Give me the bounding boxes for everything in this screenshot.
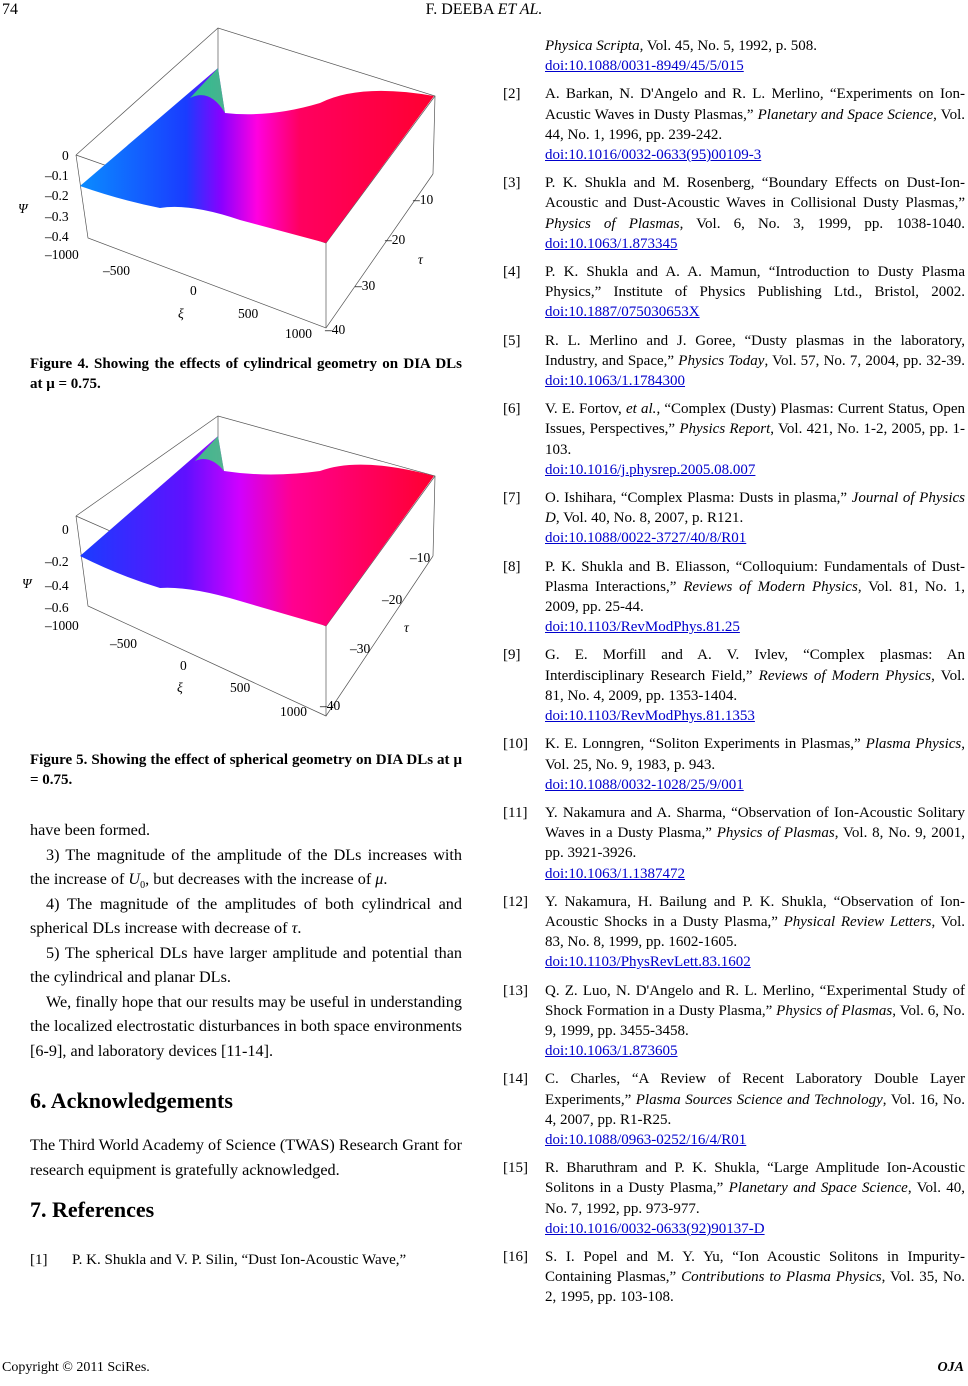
reference-text: Physics Today — [678, 352, 765, 369]
reference-text: S. I. Popel and M. Y. Yu, “Ion Acoustic Solitons in Impurity-Containing Plasmas,” — [545, 1248, 965, 1286]
reference-text: Planetary and Space Science — [728, 1180, 908, 1197]
text: 4) The magnitude of the amplitudes of both cylindrical and spherical DLs increase with decrease of — [30, 894, 462, 937]
text: . — [383, 870, 388, 888]
reference-text: Physics Report — [679, 421, 771, 438]
reference-text: Q. Z. Luo, N. D'Angelo and R. L. Merlino, “Experimental Study of Shock Formation in a Dusty Plasma,” — [545, 982, 965, 1019]
z-axis-label: Ψ — [18, 201, 28, 216]
paragraph: 5) The spherical DLs have larger amplitude and potential than the cylindrical and planar DLs. — [30, 943, 462, 986]
z-tick: –0.2 — [45, 554, 69, 569]
z-tick: –0.6 — [45, 600, 69, 615]
x-axis-label: ξ — [177, 680, 183, 695]
reference-number: [4] — [503, 264, 521, 281]
x-tick: –1000 — [45, 247, 79, 262]
reference-item — [503, 331, 965, 392]
reference-number: [11] — [503, 804, 528, 821]
reference-text: P. K. Shukla and B. Eliasson, “Colloquium: Fundamentals of Dust-Plasma Interactions,” — [545, 558, 965, 595]
x-tick: 0 — [180, 658, 187, 673]
reference-item — [503, 262, 965, 323]
subscript: 0 — [140, 880, 146, 892]
doi-link[interactable]: doi:10.1088/0032-1028/25/9/001 — [545, 776, 744, 793]
reference-number: [8] — [503, 558, 521, 575]
symbol-u: U — [128, 870, 141, 888]
section-heading-acknowledgements: 6. Acknowledgements — [30, 1088, 233, 1113]
copyright: Copyright © 2011 SciRes. — [2, 1360, 150, 1375]
reference-text: , Vol. 40, No. 7, 1992, pp. 973-977. — [545, 1180, 966, 1217]
reference-text: , Vol. 45, No. 5, 1992, p. 508. — [639, 38, 817, 54]
text: . — [297, 919, 302, 937]
reference-number: [7] — [503, 490, 521, 507]
x-tick: 1000 — [285, 326, 312, 341]
doi-link[interactable]: doi:10.1063/1.1387472 — [545, 865, 686, 882]
doi-link[interactable]: doi:10.1103/RevModPhys.81.25 — [545, 619, 740, 636]
reference-number: [16] — [503, 1248, 528, 1265]
figure-5-caption: Figure 5. Showing the effect of spherical geometry on DIA DLs at μ = 0.75. — [30, 752, 462, 788]
doi-link[interactable]: doi:10.1887/075030653X — [545, 304, 700, 321]
reference-text: Physics of Plasmas — [716, 825, 835, 842]
reference-item — [503, 173, 965, 254]
reference-text: Plasma Sources Science and Technology — [635, 1091, 883, 1108]
z-tick: –0.2 — [45, 188, 69, 203]
page-number: 74 — [2, 1, 18, 18]
doi-link[interactable]: doi:10.1016/0032-0633(92)90137-D — [545, 1220, 765, 1237]
surface — [80, 68, 434, 243]
reference-item — [503, 488, 965, 549]
reference-text: Physics of Plasmas — [545, 215, 680, 232]
reference-number: [2] — [503, 86, 521, 103]
figure-4-plot — [18, 28, 470, 348]
reference-number: [9] — [503, 647, 521, 664]
reference-text: et al. — [625, 401, 657, 418]
left-column — [18, 28, 462, 1270]
z-axis-label: Ψ — [22, 576, 32, 591]
reference-item — [503, 36, 965, 76]
x-axis-ticks — [44, 618, 307, 719]
y-tick: –20 — [382, 592, 403, 607]
y-tick: –20 — [385, 232, 406, 247]
reference-text: Plasma Physics — [865, 736, 962, 753]
reference-text: C. Charles, “A Review of Recent Laboratory Double Layer Experiments,” — [545, 1071, 965, 1108]
y-tick: –30 — [355, 278, 376, 293]
conclusions-text — [30, 818, 462, 1063]
reference-number: [12] — [503, 893, 528, 910]
x-tick: –1000 — [45, 618, 79, 633]
reference-text: P. K. Shukla and M. Rosenberg, “Boundary Effects on Dust-Ion-Acoustic and Dust-Acoustic Waves in Collisional Dusty Plasmas,” — [545, 175, 965, 212]
paragraph — [30, 843, 462, 892]
reference-text: , Vol. 16, No. 4, 2007, pp. R1-R25. — [545, 1091, 965, 1128]
running-title-etal: ET AL. — [497, 1, 543, 18]
reference-text: A. Barkan, N. D'Angelo and R. L. Merlino, “Experiments on Ion-Acustic Waves in Dusty Plasmas,” — [545, 86, 965, 123]
doi-link[interactable]: doi:10.1063/1.1784300 — [545, 373, 686, 390]
doi-link[interactable]: doi:10.1088/0022-3727/40/8/R01 — [545, 530, 747, 547]
paragraph: have been formed. — [30, 821, 150, 839]
reference-text: , Vol. 6, No. 9, 1999, pp. 3455-3458. — [545, 1002, 965, 1039]
z-tick: –0.1 — [45, 168, 69, 183]
reference-text: , Vol. 8, No. 9, 2001, pp. 3921-3926. — [545, 825, 965, 862]
reference-text: Physica Scripta — [545, 38, 640, 54]
reference-text: , Vol. 83, No. 8, 1999, pp. 1602-1605. — [545, 913, 965, 951]
section-heading-references: 7. References — [30, 1197, 155, 1222]
paragraph — [30, 892, 462, 941]
reference-text: Journal of Physics D — [545, 490, 965, 527]
text: , but decreases with the increase of — [145, 870, 376, 888]
reference-text: , Vol. 421, No. 1-2, 2005, pp. 1-103. — [545, 421, 965, 458]
reference-text: G. E. Morfill and A. V. Ivlev, “Complex plasmas: An Interdisciplinary Research Field,” — [545, 647, 965, 684]
reference-text: Contributions to Plasma Physics — [681, 1269, 882, 1286]
reference-text: Reviews of Modern Physics — [758, 667, 932, 684]
y-tick: –30 — [350, 641, 371, 656]
doi-link[interactable]: doi:10.1016/0032-0633(95)00109-3 — [545, 147, 762, 164]
z-tick: –0.3 — [45, 209, 69, 224]
x-axis-ticks — [44, 247, 312, 341]
z-axis-ticks — [44, 148, 69, 244]
reference-number: [14] — [503, 1071, 528, 1088]
reference-number: [10] — [503, 736, 528, 753]
reference-number: [3] — [503, 175, 521, 192]
y-tick: –40 — [325, 322, 346, 337]
x-axis-label: ξ — [178, 306, 184, 321]
z-tick: 0 — [62, 522, 69, 537]
z-axis-ticks — [44, 522, 69, 615]
reference-text: , Vol. 81, No. 4, 2009, pp. 1353-1404. — [545, 667, 965, 704]
references-list — [503, 28, 965, 1316]
doi-link[interactable]: doi:10.1016/j.physrep.2005.08.007 — [545, 461, 756, 478]
doi-link[interactable]: doi:10.1063/1.873345 — [545, 235, 678, 252]
y-tick: –10 — [413, 192, 434, 207]
reference-text: V. E. Fortov, — [545, 401, 626, 418]
reference-number: [6] — [503, 401, 521, 418]
reference-item — [503, 1069, 965, 1150]
symbol-tau: τ — [291, 919, 298, 937]
x-tick: –500 — [103, 263, 130, 278]
reference-text: K. E. Lonngren, “Soliton Experiments in Plasmas,” — [545, 736, 866, 753]
reference-item — [503, 557, 965, 638]
reference-text: Physics of Plasmas — [776, 1002, 893, 1019]
reference-text: R. Bharuthram and P. K. Shukla, “Large Amplitude Ion-Acoustic Solitons in a Dusty Plasma,” — [545, 1160, 965, 1197]
text: 3) The magnitude of the amplitude of the DLs increases with the increase of — [30, 845, 462, 888]
reference-text: , Vol. 35, No. 2, 1995, pp. 103-108. — [545, 1269, 965, 1306]
reference-item — [503, 399, 965, 480]
reference-text: O. Ishihara, “Complex Plasma: Dusts in plasma,” — [545, 490, 852, 507]
y-axis-label: τ — [404, 620, 409, 635]
reference-item — [503, 1158, 965, 1239]
acknowledgements-text: The Third World Academy of Science (TWAS) Research Grant for research equipment is gratefully acknowledged. — [30, 1136, 462, 1179]
reference-text: , Vol. 6, No. 3, 1999, pp. 1038-1040. — [679, 215, 965, 232]
symbol-mu: μ — [375, 870, 384, 888]
reference-text: Planetary and Space Science — [757, 106, 934, 123]
doi-link[interactable]: doi:10.1063/1.873605 — [545, 1043, 678, 1060]
doi-link[interactable]: doi:10.1088/0031-8949/45/5/015 — [545, 58, 744, 75]
reference-item — [503, 734, 965, 795]
figure-5-plot — [22, 416, 470, 736]
footer — [0, 1360, 968, 1378]
y-tick: –10 — [410, 550, 431, 565]
reference-text: , “Complex (Dusty) Plasmas: Current Status, Open Issues, Perspectives,” — [545, 401, 965, 438]
reference-text: , Vol. 81, No. 1, 2009, pp. 25-44. — [545, 578, 965, 616]
reference-text: , Vol. 44, No. 1, 1996, pp. 239-242. — [545, 106, 965, 143]
reference-item — [503, 981, 965, 1062]
reference-text: Y. Nakamura, H. Bailung and P. K. Shukla, “Observation of Ion-Acoustic Shocks in a Dusty Plasma,” — [545, 893, 965, 930]
x-tick: 500 — [230, 680, 251, 695]
y-tick: –40 — [320, 698, 341, 713]
reference-item — [503, 803, 965, 884]
doi-link[interactable]: doi:10.1103/PhysRevLett.83.1602 — [545, 954, 751, 971]
z-tick: 0 — [62, 148, 69, 163]
y-axis-label: τ — [418, 252, 423, 267]
z-tick: –0.4 — [45, 578, 69, 593]
reference-number: [13] — [503, 982, 528, 999]
x-tick: 1000 — [280, 704, 307, 719]
reference-text: , Vol. 57, No. 7, 2004, pp. 32-39. — [764, 352, 966, 369]
figure-4-caption: Figure 4. Showing the effects of cylindrical geometry on DIA DLs at μ = 0.75. — [30, 356, 462, 392]
reference-number: [1] — [30, 1252, 48, 1268]
journal-abbrev: OJA — [937, 1360, 964, 1375]
x-tick: –500 — [110, 636, 137, 651]
reference-text: Physical Review Letters — [783, 913, 932, 930]
z-tick: –0.4 — [45, 229, 69, 244]
running-title — [200, 1, 768, 19]
reference-text: P. K. Shukla and A. A. Mamun, “Introduction to Dusty Plasma Physics,” Institute of Physics Publishing Ltd., Bristol, 2002. — [545, 264, 965, 301]
reference-item — [503, 1247, 965, 1308]
reference-item — [503, 892, 965, 973]
reference-text: R. L. Merlino and J. Goree, “Dusty plasmas in the laboratory, Industry, and Space,” — [545, 332, 965, 369]
doi-link[interactable]: doi:10.1088/0963-0252/16/4/R01 — [545, 1131, 747, 1148]
surface — [80, 436, 434, 626]
reference-number: [15] — [503, 1160, 528, 1177]
reference-text: , Vol. 40, No. 8, 2007, p. R121. — [555, 510, 744, 527]
reference-item — [503, 84, 965, 165]
paragraph: We, finally hope that our results may be useful in understanding the localized electrostatic disturbances in both space environments [6-9], and laboratory devices [11-14]. — [30, 992, 462, 1060]
reference-text: , Vol. 25, No. 9, 1983, p. 943. — [545, 736, 965, 773]
reference-item — [503, 645, 965, 726]
x-tick: 0 — [190, 283, 197, 298]
reference-1-start — [30, 1250, 462, 1270]
reference-text: P. K. Shukla and V. P. Silin, “Dust Ion-Acoustic Wave,” — [72, 1252, 407, 1268]
running-title-authors: F. DEEBA — [425, 1, 498, 18]
reference-text: Y. Nakamura and A. Sharma, “Observation of Ion-Acoustic Solitary Waves in a Dusty Plasma,” — [545, 804, 965, 842]
doi-link[interactable]: doi:10.1103/RevModPhys.81.1353 — [545, 708, 755, 725]
x-tick: 500 — [238, 306, 259, 321]
reference-number: [5] — [503, 332, 521, 349]
reference-text: Reviews of Modern Physics — [683, 578, 858, 595]
